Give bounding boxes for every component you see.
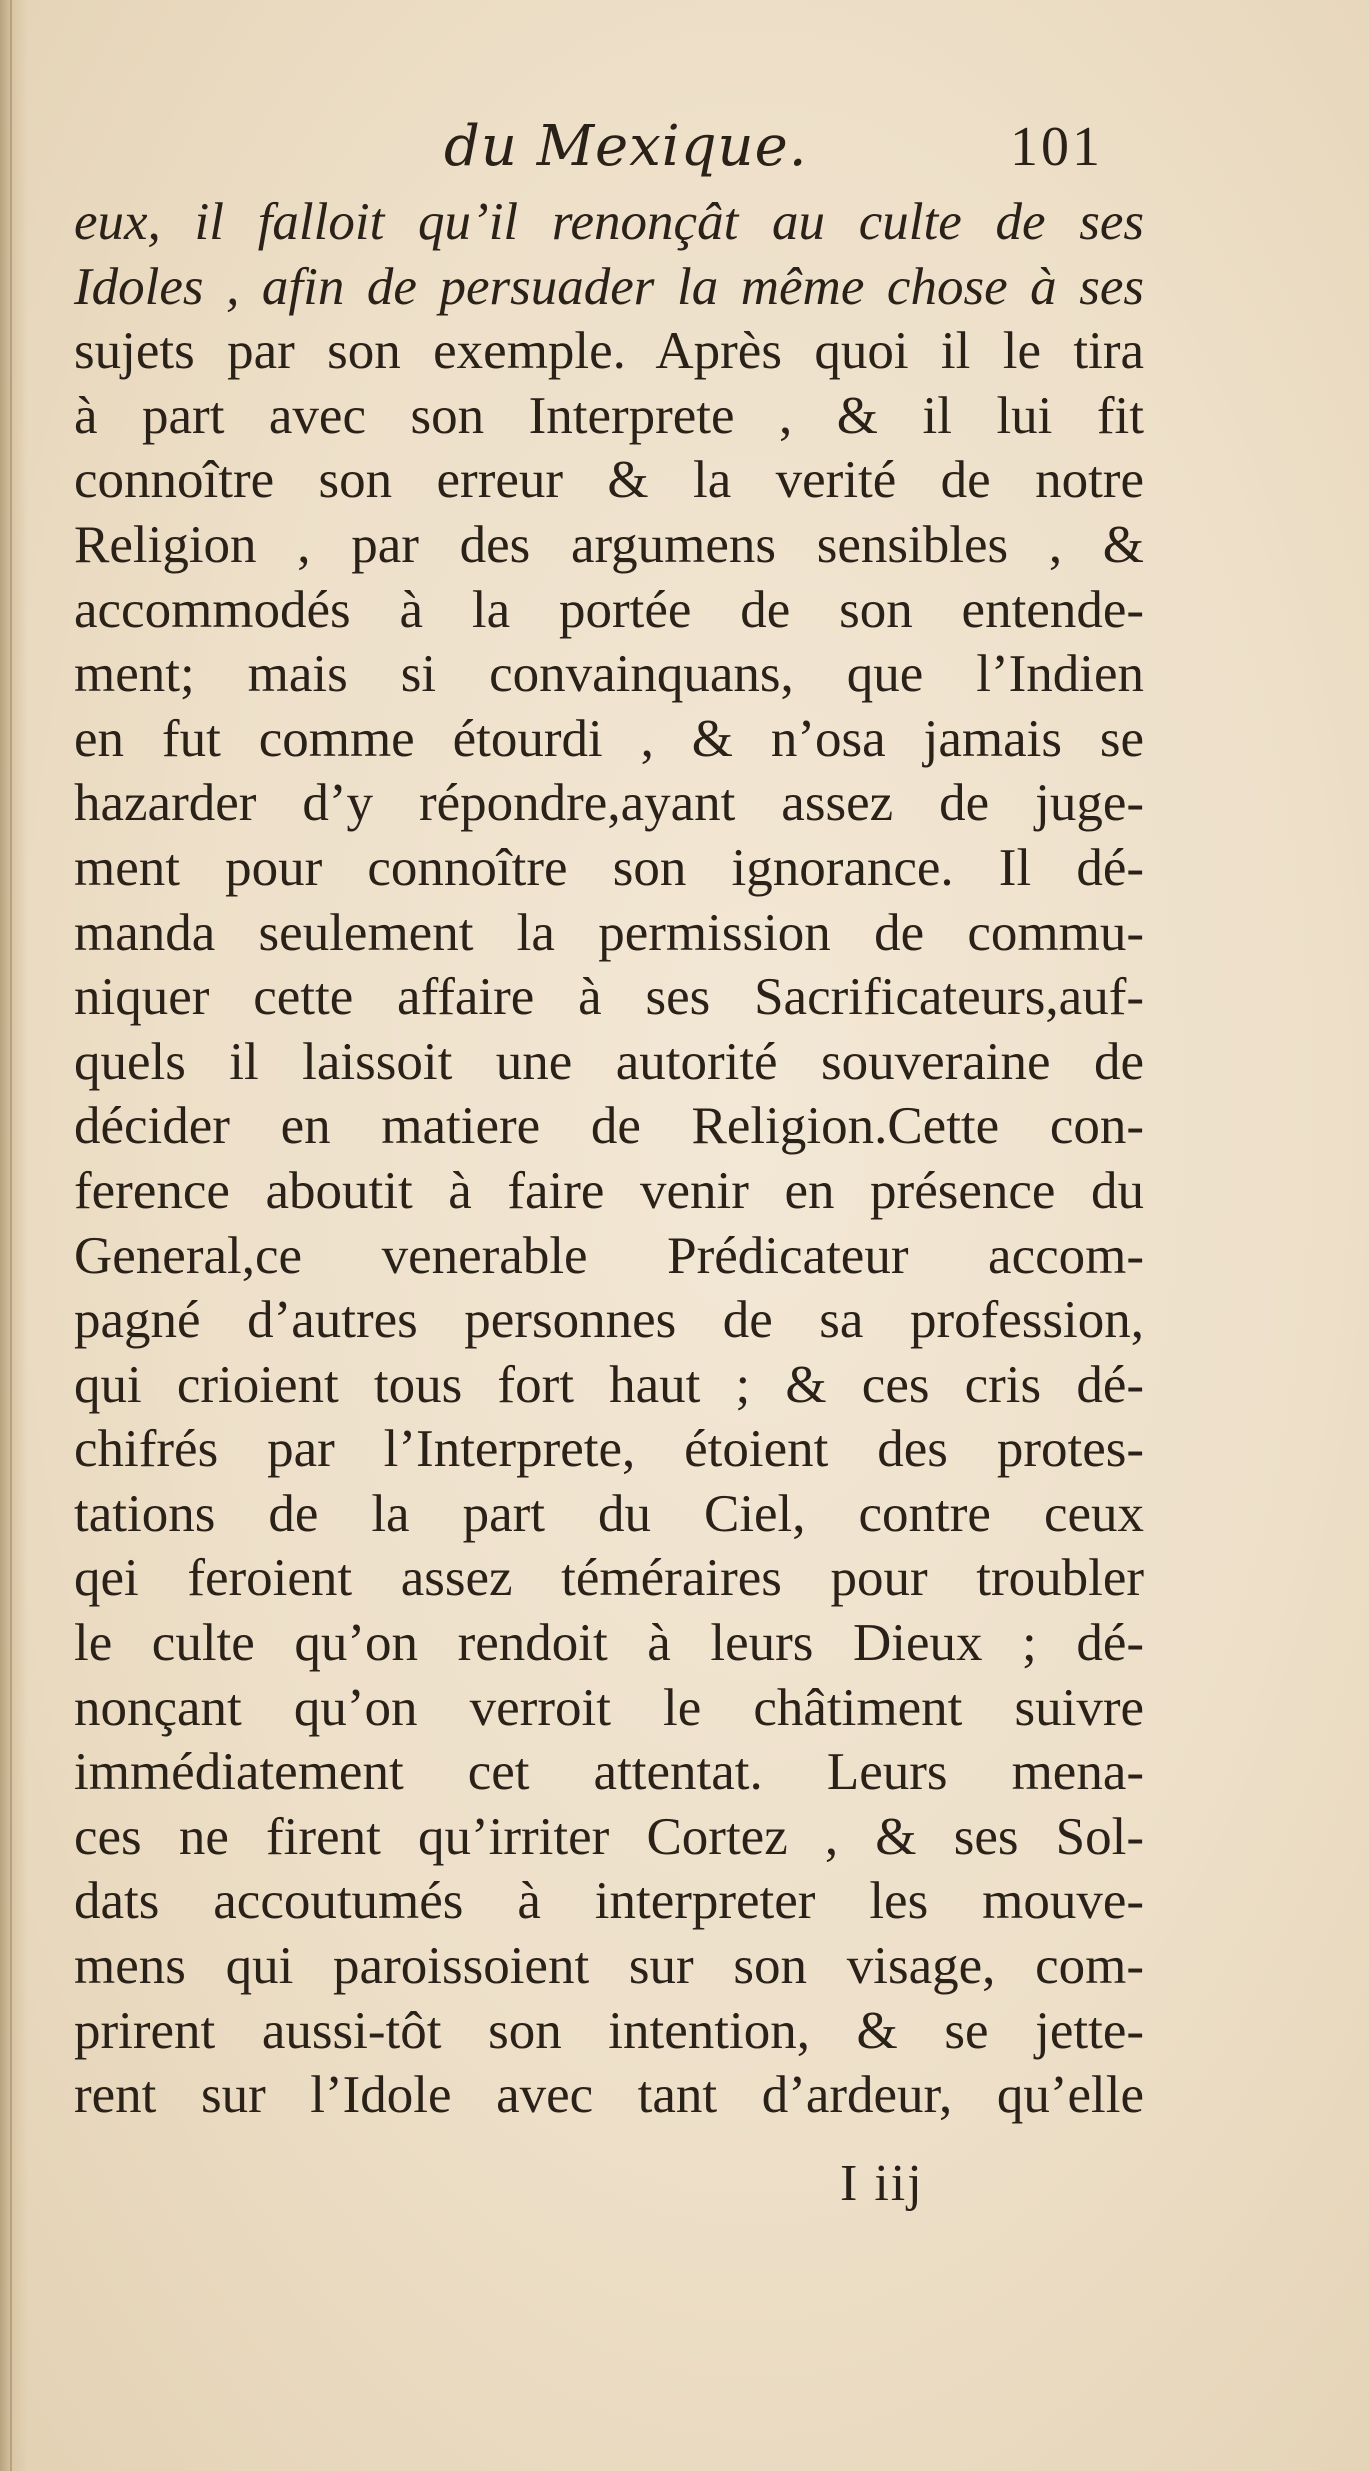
text-line: pagné d’autres personnes de sa profession,: [74, 1291, 1144, 1350]
text-line: manda seulement la permission de commu-: [74, 903, 1144, 962]
text-line: en fut comme étourdi , & n’osa jamais se: [74, 709, 1144, 768]
text-line: sujets par son exemple. Après quoi il le tira: [74, 322, 1144, 381]
text-line: prirent aussi-tôt son intention, & se jette-: [74, 2001, 1144, 2060]
text-line: décider en matiere de Religion.Cette con-: [74, 1097, 1144, 1156]
page-gutter-shadow: [0, 0, 28, 2471]
text-line: Religion , par des argumens sensibles , &: [74, 515, 1144, 574]
page-number: 101: [1010, 116, 1103, 178]
text-line: à part avec son Interprete , & il lui fit: [74, 386, 1144, 445]
text-line: accommodés à la portée de son entende-: [74, 580, 1144, 639]
running-head: [0, 112, 1369, 182]
text-line: qui crioient tous fort haut ; & ces cris dé-: [74, 1355, 1144, 1414]
text-line: le culte qu’on rendoit à leurs Dieux ; dé-: [74, 1614, 1144, 1673]
text-line: quels il laissoit une autorité souveraine de: [74, 1032, 1144, 1091]
text-line: ment pour connoître son ignorance. Il dé-: [74, 838, 1144, 897]
text-line: dats accoutumés à interpreter les mouve-: [74, 1872, 1144, 1931]
text-line: qei feroient assez téméraires pour troubler: [74, 1549, 1144, 1608]
text-line: Idoles , afin de persuader la même chose à ses: [74, 257, 1144, 316]
text-line: ces ne firent qu’irriter Cortez , & ses Sol-: [74, 1807, 1144, 1866]
text-line: immédiatement cet attentat. Leurs mena-: [74, 1743, 1144, 1802]
signature-mark: I iij: [840, 2155, 924, 2212]
text-line: chifrés par l’Interprete, étoient des protes-: [74, 1420, 1144, 1479]
text-line: nonçant qu’on verroit le châtiment suivre: [74, 1678, 1144, 1737]
text-line: ment; mais si convainquans, que l’Indien: [74, 645, 1144, 704]
text-line: rent sur l’Idole avec tant d’ardeur, qu’elle: [74, 2066, 1144, 2125]
running-head-title: du Mexique.: [444, 114, 808, 179]
text-line: General,ce venerable Prédicateur accom-: [74, 1226, 1144, 1285]
text-line: niquer cette affaire à ses Sacrificateurs,auf-: [74, 968, 1144, 1027]
text-line: tations de la part du Ciel, contre ceux: [74, 1484, 1144, 1543]
text-line: mens qui paroissoient sur son visage, com-: [74, 1937, 1144, 1996]
body-text: [74, 190, 1144, 2128]
text-line: hazarder d’y répondre,ayant assez de juge-: [74, 774, 1144, 833]
text-line: eux, il falloit qu’il renonçât au culte de ses: [74, 193, 1144, 251]
page-edge-line: [10, 0, 12, 2471]
text-line: ference aboutit à faire venir en présence du: [74, 1161, 1144, 1220]
text-line: connoître son erreur & la verité de notre: [74, 451, 1144, 510]
